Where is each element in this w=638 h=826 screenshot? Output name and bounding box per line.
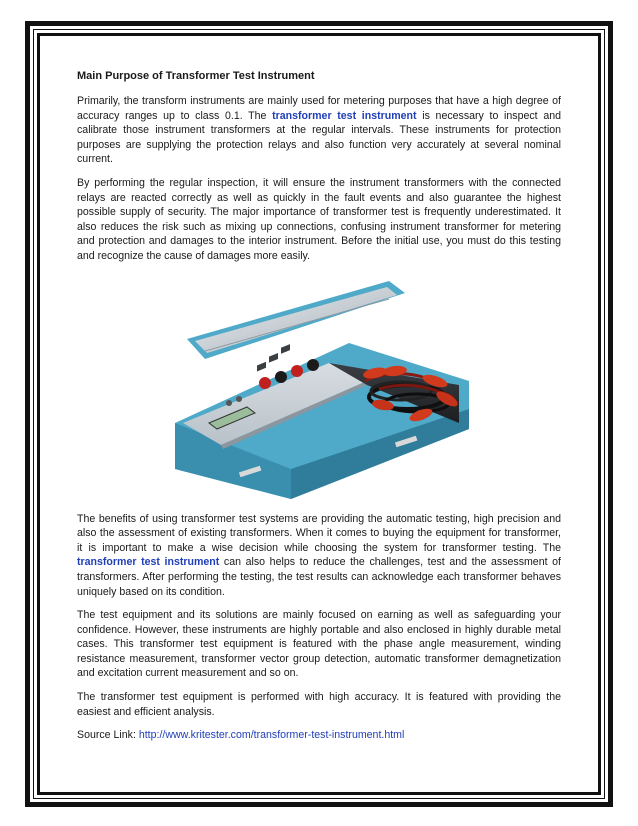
panel-button — [257, 361, 266, 371]
transformer-test-instrument-image — [169, 273, 469, 499]
page-title: Main Purpose of Transformer Test Instrument — [77, 70, 315, 82]
paragraph-benefits: The benefits of using transformer test systems are providing the automatic testing, high precision and also the assessment of existing transformers. When it comes to buying the equipment for transformer, it is important to make a wise decision while choosing the system for transformer testing. The transformer test instrument can also helps to reduce the challenges, test and the assessment of transformers. After performing the testing, the test results can acknowledge each transformer behaves uniquely based on its condition. — [77, 512, 561, 598]
lid-panel — [195, 287, 397, 353]
document-body — [77, 70, 561, 752]
source-link[interactable]: http://www.kritester.com/transformer-test-instrument.html — [138, 729, 405, 742]
terminal-black — [275, 371, 287, 383]
paragraph-equipment: The test equipment and its solutions are mainly focused on earning as well as safeguarding your confidence. However, these instruments are highly portable and also enclosed in highly durable metal cases. This transformer test equipment is featured with the phase angle measurement, winding resistance measurement, transformer vector group detection, automatic transformer demagnetization and excitation current measurement and so on. — [77, 609, 561, 680]
transformer-test-instrument-link[interactable]: transformer test instrument — [272, 109, 417, 122]
product-image — [77, 273, 561, 499]
transformer-test-instrument-link-2[interactable]: transformer test instrument — [77, 556, 220, 569]
source-line — [77, 728, 561, 743]
terminal-red — [259, 377, 271, 389]
paragraph-accuracy: The transformer test equipment is performed with high accuracy. It is featured with providing the easiest and efficient analysis. — [77, 691, 561, 718]
source-label: Source Link: — [77, 729, 139, 742]
paragraph-purpose: Primarily, the transform instruments are mainly used for metering purposes that have a high degree of accuracy ranges up to class 0.1. The transformer test instrument is necessary to inspect and calibrate those instrument transformers at the regular intervals. These instruments for protection purposes are supplying the protection relays and also function very accurately at several nominal current. — [77, 95, 561, 166]
paragraph-inspection: By performing the regular inspection, it will ensure the instrument transformers with the connected relays are reacted correctly as well as quickly in the fault events and also guarantee the highest possible supply of security. The major importance of transformer test is frequently underestimated. It also reduces the risk such as mixing up connections, confusing instrument transformer for metering and protection and damages to the interior instrument. Before the initial use, you must do this testing and recognize the cause of damages more easily. — [77, 176, 561, 262]
